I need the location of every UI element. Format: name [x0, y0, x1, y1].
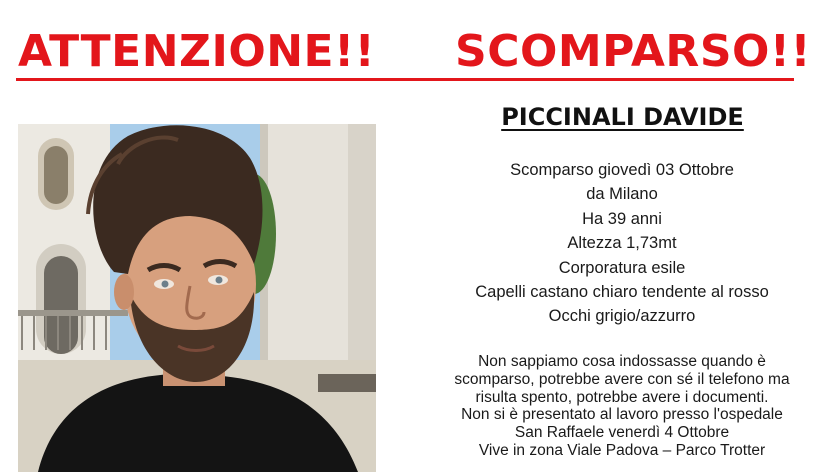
headline-underline [16, 78, 794, 81]
note-line: risulta spento, potrebbe avere i documenti. [475, 388, 769, 406]
note-line: Non sappiamo cosa indossasse quando è [478, 353, 766, 370]
note-line: Vive in zona Viale Padova – Parco Trotter [478, 441, 766, 459]
person-name: PICCINALI DAVIDE [501, 103, 744, 131]
missing-person-notes [420, 353, 824, 460]
headline-attenzione: ATTENZIONE!! [18, 26, 376, 77]
note-line: scomparso, potrebbe avere con sé il telefono ma [454, 370, 790, 388]
detail-age: Ha 39 anni [582, 209, 662, 228]
note-line: Non si è presentato al lavoro presso l'ospedale [461, 406, 783, 424]
detail-height: Altezza 1,73mt [567, 234, 677, 253]
detail-missing-date: Scomparso giovedì 03 Ottobre [510, 161, 734, 179]
detail-eyes: Occhi grigio/azzurro [548, 307, 696, 326]
note-line: San Raffaele venerdì 4 Ottobre [514, 424, 730, 442]
detail-location: da Milano [586, 185, 658, 204]
portrait-illustration [18, 124, 376, 472]
detail-hair: Capelli castano chiaro tendente al rosso [475, 283, 769, 302]
missing-person-photo [18, 124, 376, 472]
headline-scomparso: SCOMPARSO!! [455, 26, 812, 77]
missing-person-details [420, 158, 824, 329]
detail-build: Corporatura esile [558, 258, 686, 277]
